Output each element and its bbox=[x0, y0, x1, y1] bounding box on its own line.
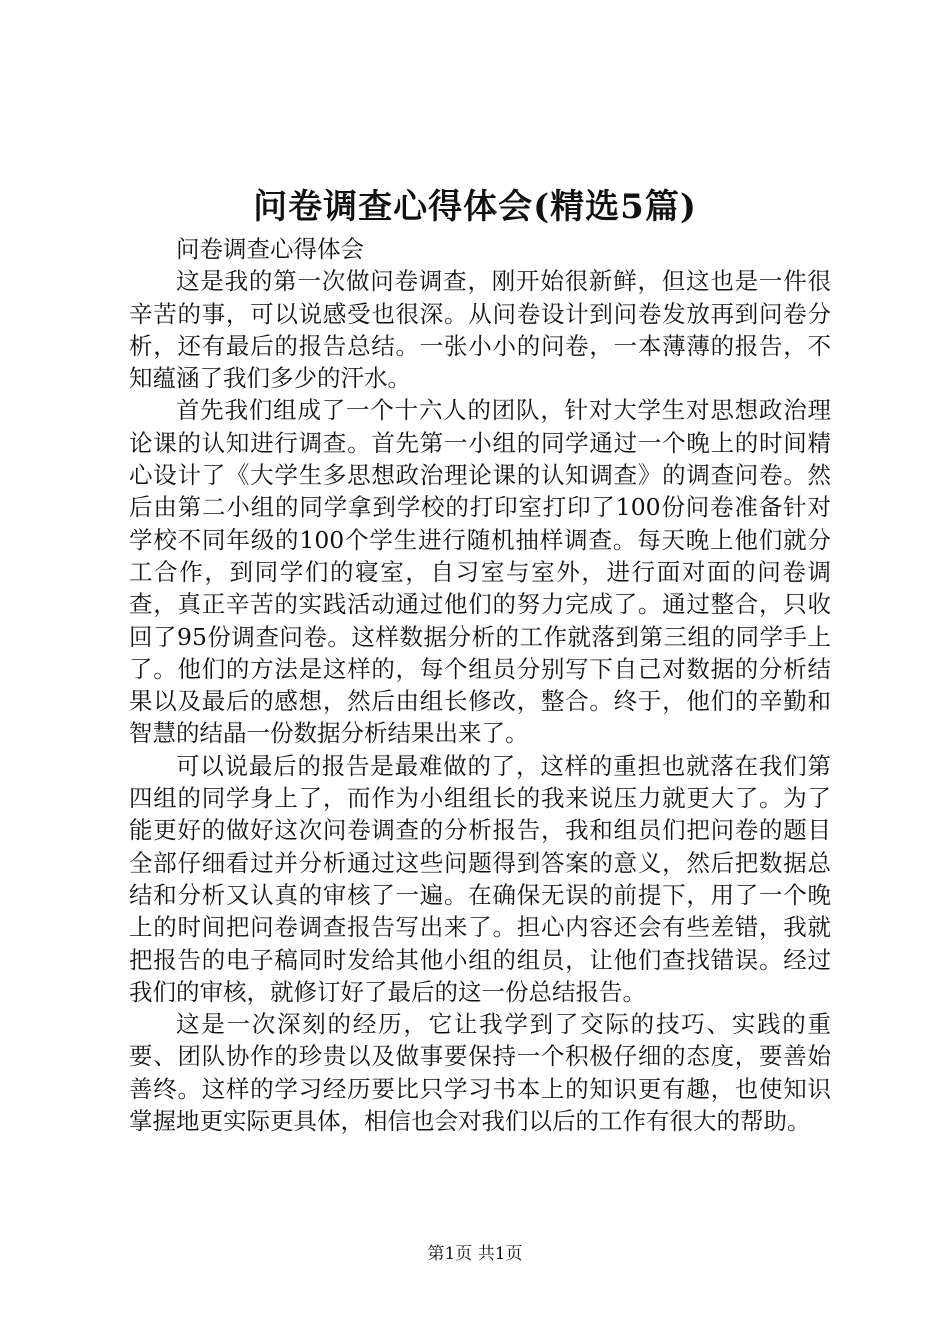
section-heading: 问卷调查心得体会 bbox=[176, 235, 364, 263]
paragraph-3: 可以说最后的报告是最难做的了，这样的重担也就落在我们第四组的同学身上了，而作为小组组长的我来说压力就更大了。为了能更好的做好这次问卷调查的分析报告，我和组员们把问卷的题目全部仔细看过并分析通过这些问题得到答案的意义，然后把数据总结和分析又认真的审核了一遍。在确保无误的前提下，用了一个晚上的时间把问卷调查报告写出来了。担心内容还会有些差错，我就把报告的电子稿同时发给其他小组的组员，让他们查找错误。经过我们的审核，就修订好了最后的这一份总结报告。 bbox=[129, 751, 831, 1006]
document-title: 问卷调查心得体会(精选5篇) bbox=[253, 187, 697, 227]
paragraph-1: 这是我的第一次做问卷调查，刚开始很新鲜，但这也是一件很辛苦的事，可以说感受也很深。从问卷设计到问卷发放再到问卷分析，还有最后的报告总结。一张小小的问卷，一本薄薄的报告，不知蕴涵了我们多少的汗水。 bbox=[129, 267, 831, 393]
paragraph-2: 首先我们组成了一个十六人的团队，针对大学生对思想政治理论课的认知进行调查。首先第一小组的同学通过一个晚上的时间精心设计了《大学生多思想政治理论课的认知调查》的调查问卷。然后由第二小组的同学拿到学校的打印室打印了100份问卷准备针对学校不同年级的100个学生进行随机抽样调查。每天晚上他们就分工合作，到同学们的寝室，自习室与室外，进行面对面的问卷调查，真正辛苦的实践活动通过他们的努力完成了。通过整合，只收回了95份调查问卷。这样数据分析的工作就落到第三组的同学手上了。他们的方法是这样的，每个组员分别写下自己对数据的分析结果以及最后的感想，然后由组长修改，整合。终于，他们的辛勤和智慧的结晶一份数据分析结果出来了。 bbox=[129, 396, 831, 748]
document-body bbox=[129, 233, 831, 1137]
page-footer: 第1页 共1页 bbox=[427, 1244, 523, 1264]
paragraph-4: 这是一次深刻的经历，它让我学到了交际的技巧、实践的重要、团队协作的珍贵以及做事要保持一个积极仔细的态度，要善始善终。这样的学习经历要比只学习书本上的知识更有趣，也使知识掌握地更实际更具体，相信也会对我们以后的工作有很大的帮助。 bbox=[129, 1010, 831, 1136]
